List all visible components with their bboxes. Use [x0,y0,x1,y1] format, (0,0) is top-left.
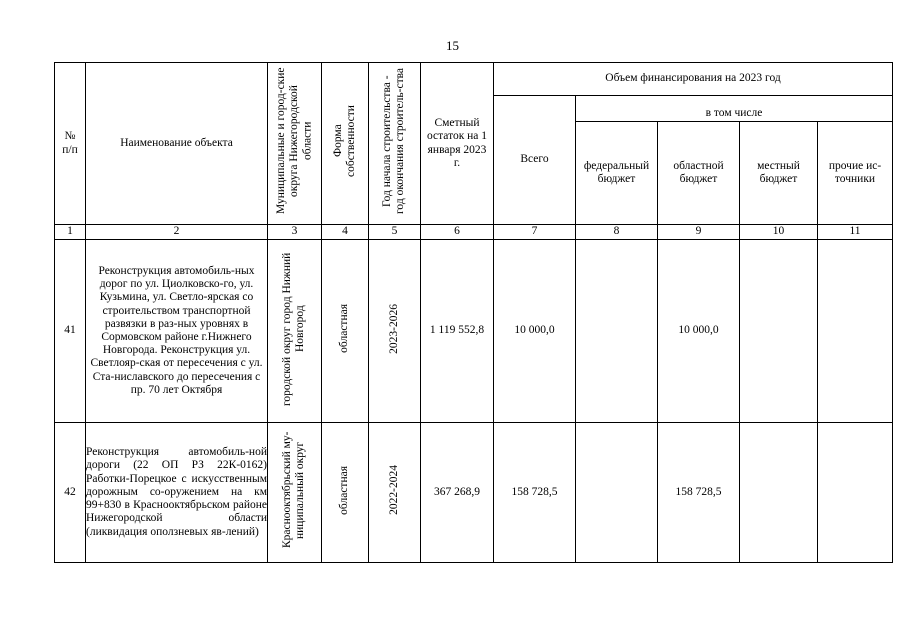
header-balance: Сметный остаток на 1 января 2023 г. [421,63,494,225]
row-total: 10 000,0 [494,240,576,423]
table-row [55,423,893,563]
page-number: 15 [446,38,459,53]
header-municipality: Муниципальные и город-ские округа Нижегородской области [268,63,322,225]
column-number: 6 [421,225,494,240]
column-number: 8 [576,225,658,240]
header-years: Год начала строительства - год окончания строитель-ства [369,63,421,225]
column-number: 7 [494,225,576,240]
header-regional: областной бюджет [658,122,740,225]
row-regional: 158 728,5 [658,423,740,563]
row-years: 2022-2024 [369,423,421,563]
row-balance: 1 119 552,8 [421,240,494,423]
column-number: 2 [86,225,268,240]
row-federal [576,240,658,423]
header-ownership: Форма собственности [322,63,369,225]
row-num: 41 [55,240,86,423]
row-local [740,240,818,423]
header-name: Наименование объекта [86,63,268,225]
row-federal [576,423,658,563]
row-regional: 10 000,0 [658,240,740,423]
header-row-1 [55,63,893,96]
header-num: № п/п [55,63,86,225]
financing-table [54,62,893,563]
column-number: 4 [322,225,369,240]
header-federal: федеральный бюджет [576,122,658,225]
row-years: 2023-2026 [369,240,421,423]
row-ownership: областная [322,423,369,563]
table-row [55,240,893,423]
row-object-name: Реконструкция автомобиль-ных дорог по ул. Циолковско-го, ул. Кузьмина, ул. Светло-ярская со строительством транспортной развязки в раз-ных уровнях в Сормовском районе г.Нижнего Новгорода. Реконструкция ул. Светлояр-ская от пересечения с ул. Ста-ниславского до пересечения с пр. 70 лет Октября [86,240,268,423]
row-municipality: городской округ город Нижний Новгород [268,240,322,423]
header-local: местный бюджет [740,122,818,225]
row-balance: 367 268,9 [421,423,494,563]
column-number-row [55,225,893,240]
column-number: 10 [740,225,818,240]
row-ownership: областная [322,240,369,423]
column-number: 1 [55,225,86,240]
row-other [818,240,893,423]
column-number: 9 [658,225,740,240]
header-financing-group: Объем финансирования на 2023 год [494,63,893,96]
row-other [818,423,893,563]
row-object-name: Реконструкция автомобиль-ной дороги (22 ОП РЗ 22К-0162) Работки-Порецкое с искусственным дорожным со-оружением на км 99+830 в Краснооктябрьском районе Нижегородской области (ликвидация оползневых яв-лений) [86,423,268,563]
header-total: Всего [494,96,576,225]
row-total: 158 728,5 [494,423,576,563]
column-number: 5 [369,225,421,240]
row-municipality: Краснооктябрьский му-ниципальный округ [268,423,322,563]
column-number: 11 [818,225,893,240]
row-num: 42 [55,423,86,563]
header-other: прочие ис-точники [818,122,893,225]
header-including-group: в том числе [576,96,893,122]
row-local [740,423,818,563]
column-number: 3 [268,225,322,240]
